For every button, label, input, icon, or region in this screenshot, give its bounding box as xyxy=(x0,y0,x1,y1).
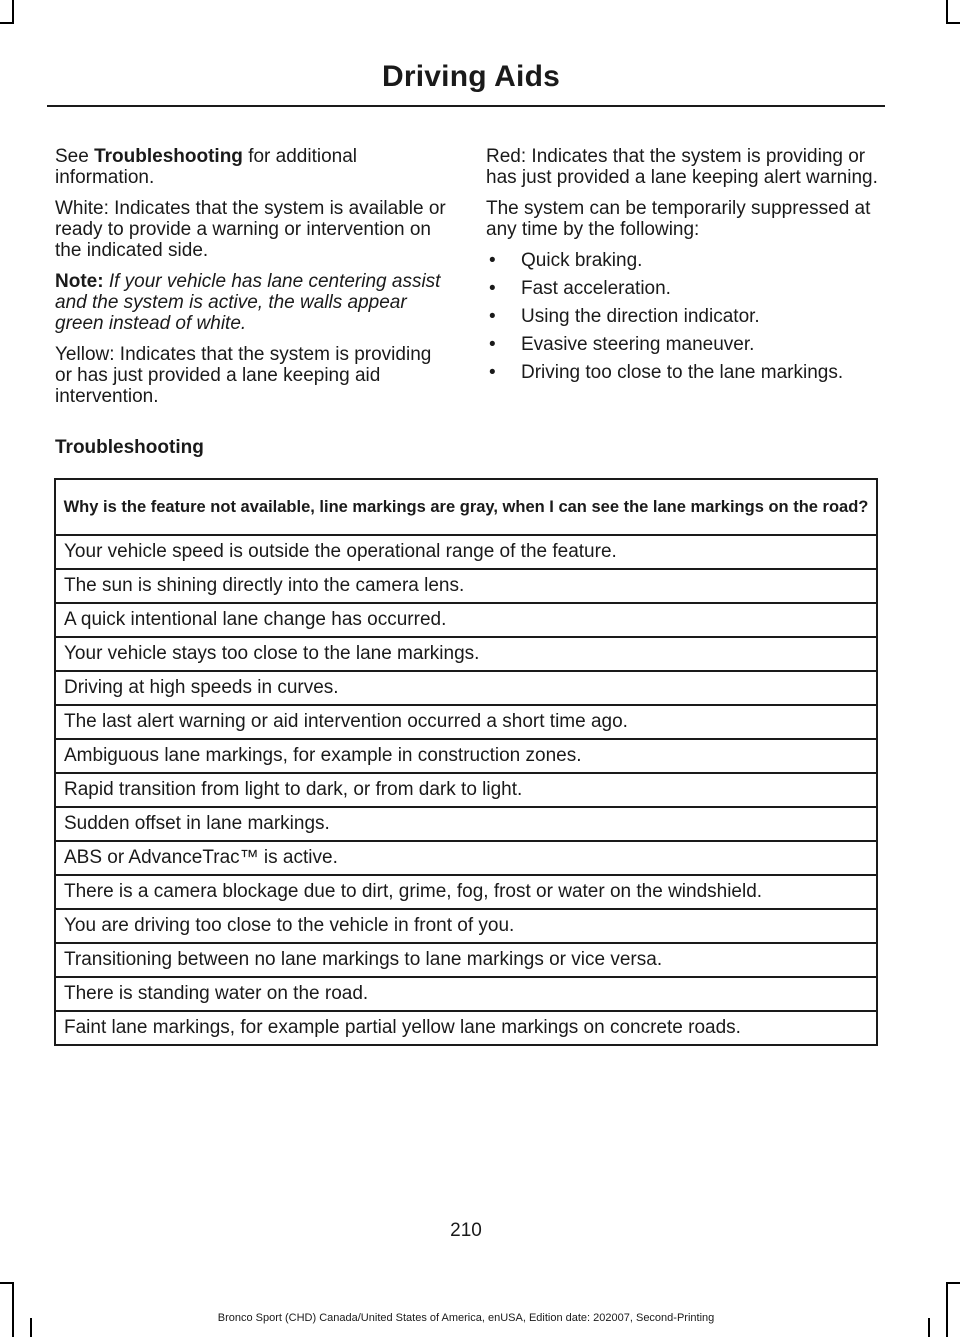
bullet-icon: • xyxy=(489,362,496,383)
note-text: If your vehicle has lane centering assist and the system is active, the walls appear green instead of white. xyxy=(55,271,441,334)
crop-mark xyxy=(0,1282,14,1284)
header-rule xyxy=(47,105,885,107)
table-cell: There is standing water on the road. xyxy=(55,977,877,1011)
table-row xyxy=(55,671,877,705)
text: for additional information. xyxy=(55,146,357,188)
table-row xyxy=(55,535,877,569)
crop-mark xyxy=(946,1282,960,1284)
note-paragraph xyxy=(55,271,450,334)
bullet-icon: • xyxy=(489,250,496,271)
table-row xyxy=(55,875,877,909)
list-item-text: Using the direction indicator. xyxy=(521,306,760,327)
crop-mark xyxy=(12,0,14,24)
list-item-text: Fast acceleration. xyxy=(521,278,671,299)
table-cell: Faint lane markings, for example partial yellow lane markings on concrete roads. xyxy=(55,1011,877,1045)
bullet-icon: • xyxy=(489,306,496,327)
table-row xyxy=(55,841,877,875)
troubleshooting-table xyxy=(54,478,878,1046)
list-item xyxy=(486,278,886,299)
table-row xyxy=(55,909,877,943)
table-cell: Ambiguous lane markings, for example in construction zones. xyxy=(55,739,877,773)
white-indicator-paragraph: White: Indicates that the system is available or ready to provide a warning or intervention on the indicated side. xyxy=(55,198,446,261)
table-row xyxy=(55,1011,877,1045)
table-cell: Transitioning between no lane markings to lane markings or vice versa. xyxy=(55,943,877,977)
crop-mark xyxy=(946,1282,948,1337)
crop-mark xyxy=(946,0,948,24)
table-cell: There is a camera blockage due to dirt, grime, fog, frost or water on the windshield. xyxy=(55,875,877,909)
list-item xyxy=(486,362,886,383)
table-cell: Driving at high speeds in curves. xyxy=(55,671,877,705)
table-row xyxy=(55,807,877,841)
table-cell: Sudden offset in lane markings. xyxy=(55,807,877,841)
list-item-text: Driving too close to the lane markings. xyxy=(521,362,844,383)
left-column xyxy=(55,146,450,417)
note-label: Note: xyxy=(55,271,104,292)
list-item-text: Evasive steering maneuver. xyxy=(521,334,755,355)
suppression-list xyxy=(486,250,886,383)
table-cell: The sun is shining directly into the camera lens. xyxy=(55,569,877,603)
section-heading: Troubleshooting xyxy=(55,437,204,458)
table-cell: Rapid transition from light to dark, or from dark to light. xyxy=(55,773,877,807)
table-row xyxy=(55,773,877,807)
red-indicator-paragraph: Red: Indicates that the system is providing or has just provided a lane keeping alert warning. xyxy=(486,146,878,188)
table-row xyxy=(55,943,877,977)
table-row xyxy=(55,739,877,773)
table-row xyxy=(55,603,877,637)
table-cell: The last alert warning or aid intervention occurred a short time ago. xyxy=(55,705,877,739)
list-item xyxy=(486,306,886,327)
crop-mark xyxy=(0,22,14,24)
crop-mark xyxy=(12,1282,14,1337)
see-troubleshooting-paragraph xyxy=(55,146,450,188)
crop-mark xyxy=(946,22,960,24)
page-title: Driving Aids xyxy=(382,60,560,93)
table-row xyxy=(55,569,877,603)
table-cell: You are driving too close to the vehicle in front of you. xyxy=(55,909,877,943)
page-number: 210 xyxy=(450,1220,482,1241)
suppression-paragraph: The system can be temporarily suppressed at any time by the following: xyxy=(486,198,871,240)
bullet-icon: • xyxy=(489,334,496,355)
table-row xyxy=(55,637,877,671)
list-item xyxy=(486,334,886,355)
right-column xyxy=(486,146,886,390)
text: See xyxy=(55,146,95,167)
edition-footer: Bronco Sport (CHD) Canada/United States of America, enUSA, Edition date: 202007, Second-Printing xyxy=(217,1312,715,1324)
table-cell: A quick intentional lane change has occurred. xyxy=(55,603,877,637)
table-row xyxy=(55,977,877,1011)
table-header: Why is the feature not available, line markings are gray, when I can see the lane markings on the road? xyxy=(55,479,877,535)
table-row xyxy=(55,705,877,739)
table-cell: Your vehicle stays too close to the lane markings. xyxy=(55,637,877,671)
troubleshooting-reference: Troubleshooting xyxy=(94,146,243,167)
yellow-indicator-paragraph: Yellow: Indicates that the system is providing or has just provided a lane keeping aid intervention. xyxy=(55,344,432,407)
table-header-row xyxy=(55,479,877,535)
list-item-text: Quick braking. xyxy=(521,250,643,271)
table-cell: Your vehicle speed is outside the operational range of the feature. xyxy=(55,535,877,569)
bullet-icon: • xyxy=(489,278,496,299)
table-cell: ABS or AdvanceTrac™ is active. xyxy=(55,841,877,875)
list-item xyxy=(486,250,886,271)
